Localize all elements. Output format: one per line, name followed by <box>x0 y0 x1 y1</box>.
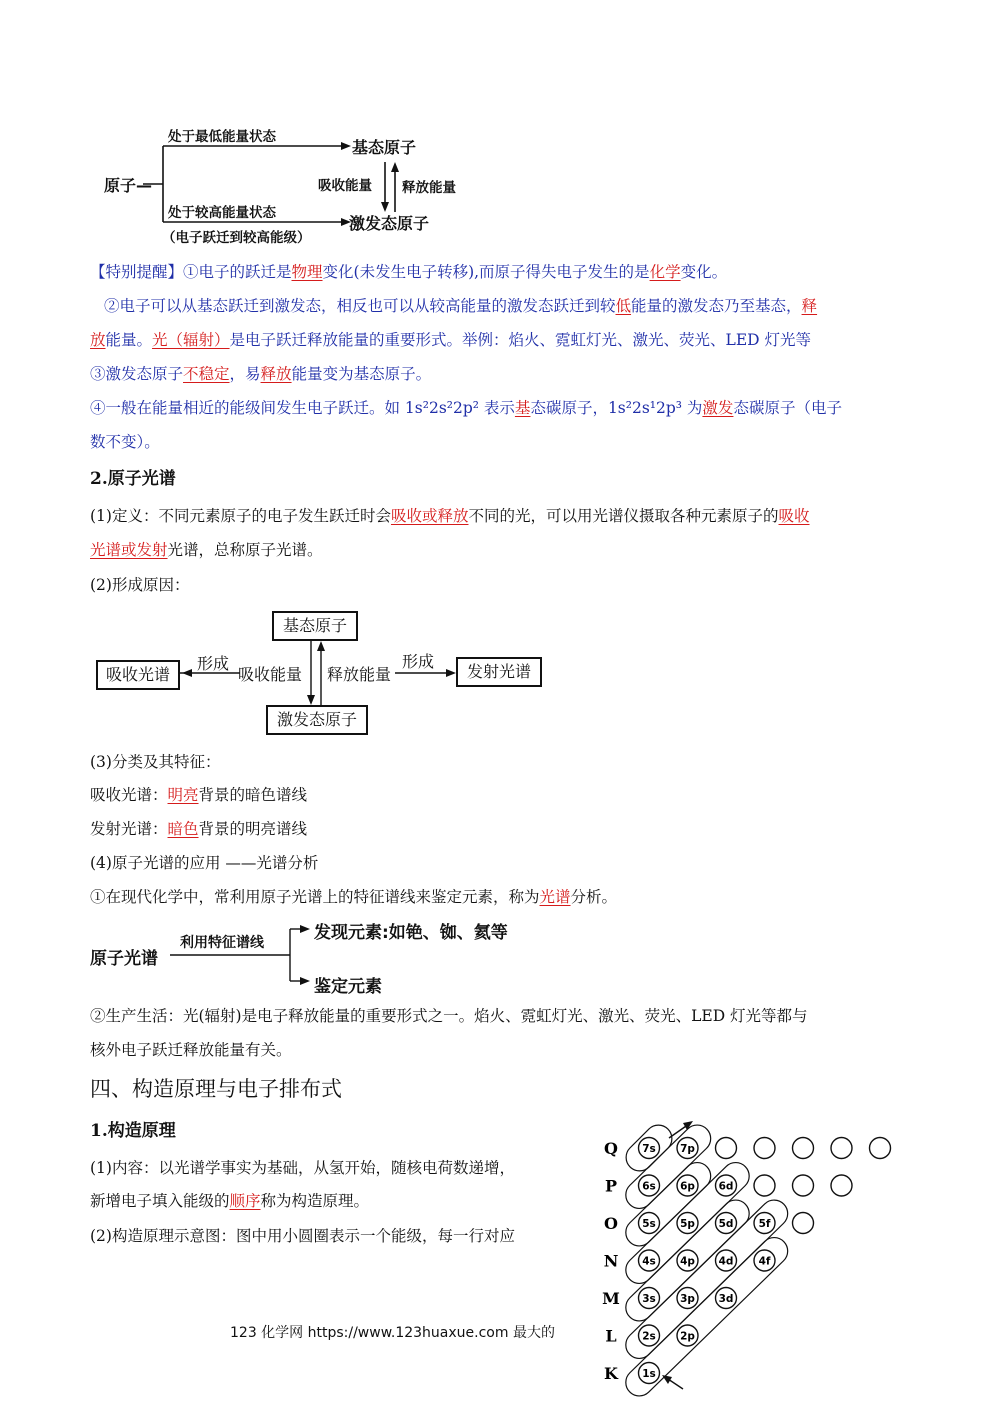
definition-line-2: 光谱或发射光谱，总称原子光谱。 <box>90 541 323 559</box>
reminder-line-5: ④一般在能量相近的能级间发生电子跃迁。如 1s²2s²2p² 表示基态碳原子，1s²2s¹2p³ 为激发态碳原子（电子 <box>90 399 842 417</box>
orbital-label: 5p <box>680 1218 695 1230</box>
construction-line-1: (1)内容：以光谱学事实为基础，从氢开始，随核电荷数递增， <box>90 1159 515 1177</box>
diagram3-out2: 鉴定元素 <box>314 977 382 997</box>
definition-line-1: (1)定义：不同元素原子的电子发生跃迁时会吸收或释放不同的光，可以用光谱仪摄取各种元素原子的吸收 <box>90 507 810 525</box>
application-label: (4)原子光谱的应用 ——光谱分析 <box>90 854 319 872</box>
orbital-empty <box>793 1175 814 1196</box>
shell-label: M <box>602 1289 620 1308</box>
reminder-line-4: ③激发态原子不稳定，易释放能量变为基态原子。 <box>90 365 432 383</box>
shell-label: Q <box>604 1139 618 1158</box>
box-ground-state: 基态原子 <box>272 611 358 641</box>
orbital-label: 7s <box>642 1143 656 1155</box>
orbital-label: 3p <box>680 1293 695 1305</box>
orbital-label: 1s <box>642 1368 656 1380</box>
orbital-label: 6p <box>680 1180 695 1193</box>
diagram1-absorb: 吸收能量 <box>318 178 372 194</box>
diagonal-band <box>626 1163 711 1246</box>
orbital-empty <box>754 1175 775 1196</box>
orbital-label: 3d <box>718 1293 734 1305</box>
footer: 123 化学网 https://www.123huaxue.com 最大的 <box>230 1325 555 1341</box>
classify-label: (3)分类及其特征： <box>90 753 221 771</box>
reminder-line-3: 放能量。光（辐射）是电子跃迁释放能量的重要形式。举例：焰火、霓虹灯光、激光、荧光、LED 灯光等 <box>90 331 812 349</box>
orbital-label: 5f <box>758 1218 771 1230</box>
orbital-empty <box>793 1213 814 1234</box>
box-absorption-spectrum: 吸收光谱 <box>96 660 180 690</box>
section2-title: 2.原子光谱 <box>90 469 176 489</box>
construction-line-3: (2)构造原理示意图：图中用小圆圈表示一个能级，每一行对应 <box>90 1227 515 1245</box>
spectrum-analysis-diagram <box>165 915 325 995</box>
absorption-feature: 吸收光谱：明亮背景的暗色谱线 <box>90 786 308 804</box>
diagram3-root: 原子光谱 <box>90 949 158 969</box>
application-line-2: ②生产生活：光(辐射)是电子释放能量的重要形式之一。焰火、霓虹灯光、激光、荧光、LED 灯光等都与 <box>90 1007 808 1025</box>
diagram3-via: 利用特征谱线 <box>180 935 264 951</box>
orbital-empty <box>716 1138 737 1159</box>
diagram1-lower-label: 处于较高能量状态 <box>168 205 276 221</box>
orbital-label: 2p <box>680 1330 695 1343</box>
orbital-label: 6s <box>642 1180 656 1193</box>
diagram1-upper-label: 处于最低能量状态 <box>168 129 276 145</box>
orbital-empty <box>754 1138 775 1159</box>
section4-sub: 1.构造原理 <box>90 1121 176 1141</box>
diagram1-lower-target: 激发态原子 <box>349 214 430 233</box>
application-line-3: 核外电子跃迁释放能量有关。 <box>90 1041 292 1059</box>
diagram1-upper-target: 基态原子 <box>352 138 417 157</box>
shell-label: N <box>603 1251 619 1271</box>
orbital-label: 6d <box>718 1180 734 1193</box>
reminder-line-1: 【特别提醒】①电子的跃迁是物理变化(未发生电子转移),而原子得失电子发生的是化学变化。 <box>90 263 728 281</box>
orbital-label: 5s <box>642 1218 656 1230</box>
construction-line-2: 新增电子填入能级的顺序称为构造原理。 <box>90 1192 370 1210</box>
orbital-empty <box>870 1138 891 1159</box>
orbital-empty <box>793 1138 814 1159</box>
orbital-label: 4p <box>680 1255 695 1268</box>
diagram1-lower-note: （电子跃迁到较高能级） <box>162 230 311 246</box>
diagonal-band <box>626 1125 711 1208</box>
box-excited-state: 激发态原子 <box>266 705 368 735</box>
reminder-line-6: 数不变）。 <box>90 433 160 451</box>
label-form-left: 形成 <box>197 654 230 673</box>
orbital-label: 7p <box>680 1143 695 1155</box>
orbital-label: 4f <box>758 1255 771 1268</box>
section4-title: 四、构造原理与电子排布式 <box>90 1077 342 1101</box>
box-emission-spectrum: 发射光谱 <box>456 657 542 687</box>
shell-label: O <box>604 1214 618 1233</box>
orbital-label: 2s <box>642 1330 656 1343</box>
orbital-empty <box>831 1138 852 1159</box>
cause-label: (2)形成原因： <box>90 576 190 594</box>
orbital-label: 4d <box>718 1255 734 1268</box>
orbital-label: 3s <box>642 1293 656 1305</box>
diagram3-out1: 发现元素:如铯、铷、氦等 <box>314 923 508 943</box>
reminder-line-2: ②电子可以从基态跃迁到激发态，相反也可以从较高能量的激发态跃迁到较低能量的激发态乃至基态，释 <box>104 297 818 315</box>
orbital-empty <box>831 1175 852 1196</box>
shell-label: L <box>605 1326 617 1346</box>
shell-label: K <box>604 1364 618 1383</box>
label-form-right: 形成 <box>402 652 435 671</box>
diagram1-root: 原子— <box>104 176 153 195</box>
application-line-1: ①在现代化学中，常利用原子光谱上的特征谱线来鉴定元素，称为光谱分析。 <box>90 888 618 906</box>
emission-feature: 发射光谱：暗色背景的明亮谱线 <box>90 820 308 838</box>
diagram1-release: 释放能量 <box>402 180 456 196</box>
label-absorb-energy: 吸收能量 <box>238 665 303 684</box>
aufbau-diagram <box>595 1120 915 1404</box>
shell-label: P <box>604 1176 618 1196</box>
label-release-energy: 释放能量 <box>327 665 392 684</box>
orbital-label: 4s <box>642 1255 656 1268</box>
orbital-label: 5d <box>718 1218 734 1230</box>
entry-arrow-icon <box>662 1375 683 1389</box>
